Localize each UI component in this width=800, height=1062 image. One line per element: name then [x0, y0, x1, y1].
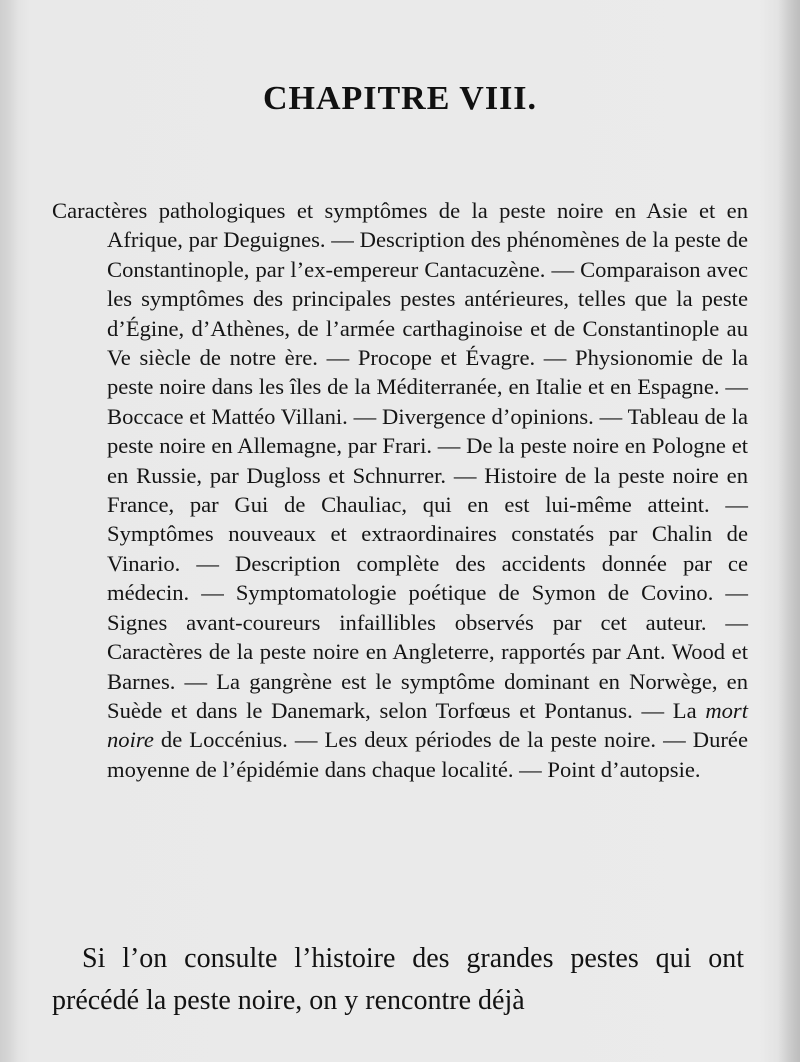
page-left-edge-shadow	[0, 0, 18, 1062]
summary-text-part2: de Loccénius. — Les deux périodes de la peste noire. — Durée moyenne de l’épidémie dans chaque localité. — Point d’autopsie.	[107, 727, 748, 782]
summary-italic-phrase: mort noire	[107, 697, 748, 753]
body-paragraph: Si l’on consulte l’histoire des grandes pestes qui ont précédé la peste noire, on y rencontre déjà	[52, 943, 744, 1016]
chapter-title: CHAPITRE VIII.	[262, 80, 538, 117]
summary-text-part1: Caractères pathologiques et symptômes de la peste noire en Asie et en Afrique, par Deguignes. — Description des phénomènes de la peste de Constantinople, par l’ex-empereur Cantacuzène. — Comparaison avec les symptômes des principales pestes antérieures, telles que la peste d’Égine, d’Athènes, de l’armée carthaginoise et de Constantinople au Ve siècle de notre ère. — Procope et Évagre. — Physionomie de la peste noire dans les îles de la Méditerranée, en Italie et en Espagne. — Boccace et Mattéo Villani. — Divergence d’opinions. — Tableau de la peste noire en Allemagne, par Frari. — De la peste noire en Pologne et en Russie, par Dugloss et Schnurrer. — Histoire de la peste noire en France, par Gui de Chauliac, qui en est lui-même atteint. — Symptômes nouveaux et extraordinaires constatés par Chalin de Vinario. — Description complète des accidents donnée par ce médecin. — Symptomatologie poétique de Symon de Covino. — Signes avant-coureurs infaillibles observés par cet auteur. — Caractères de la peste noire en Angleterre, rapportés par Ant. Wood et Barnes. — La gangrène est le symptôme dominant en Norwège, en Suède et dans le Danemark, selon Torfœus et Pontanus. — La	[52, 198, 748, 723]
chapter-summary	[52, 196, 748, 784]
page-right-edge-shadow	[778, 0, 800, 1062]
